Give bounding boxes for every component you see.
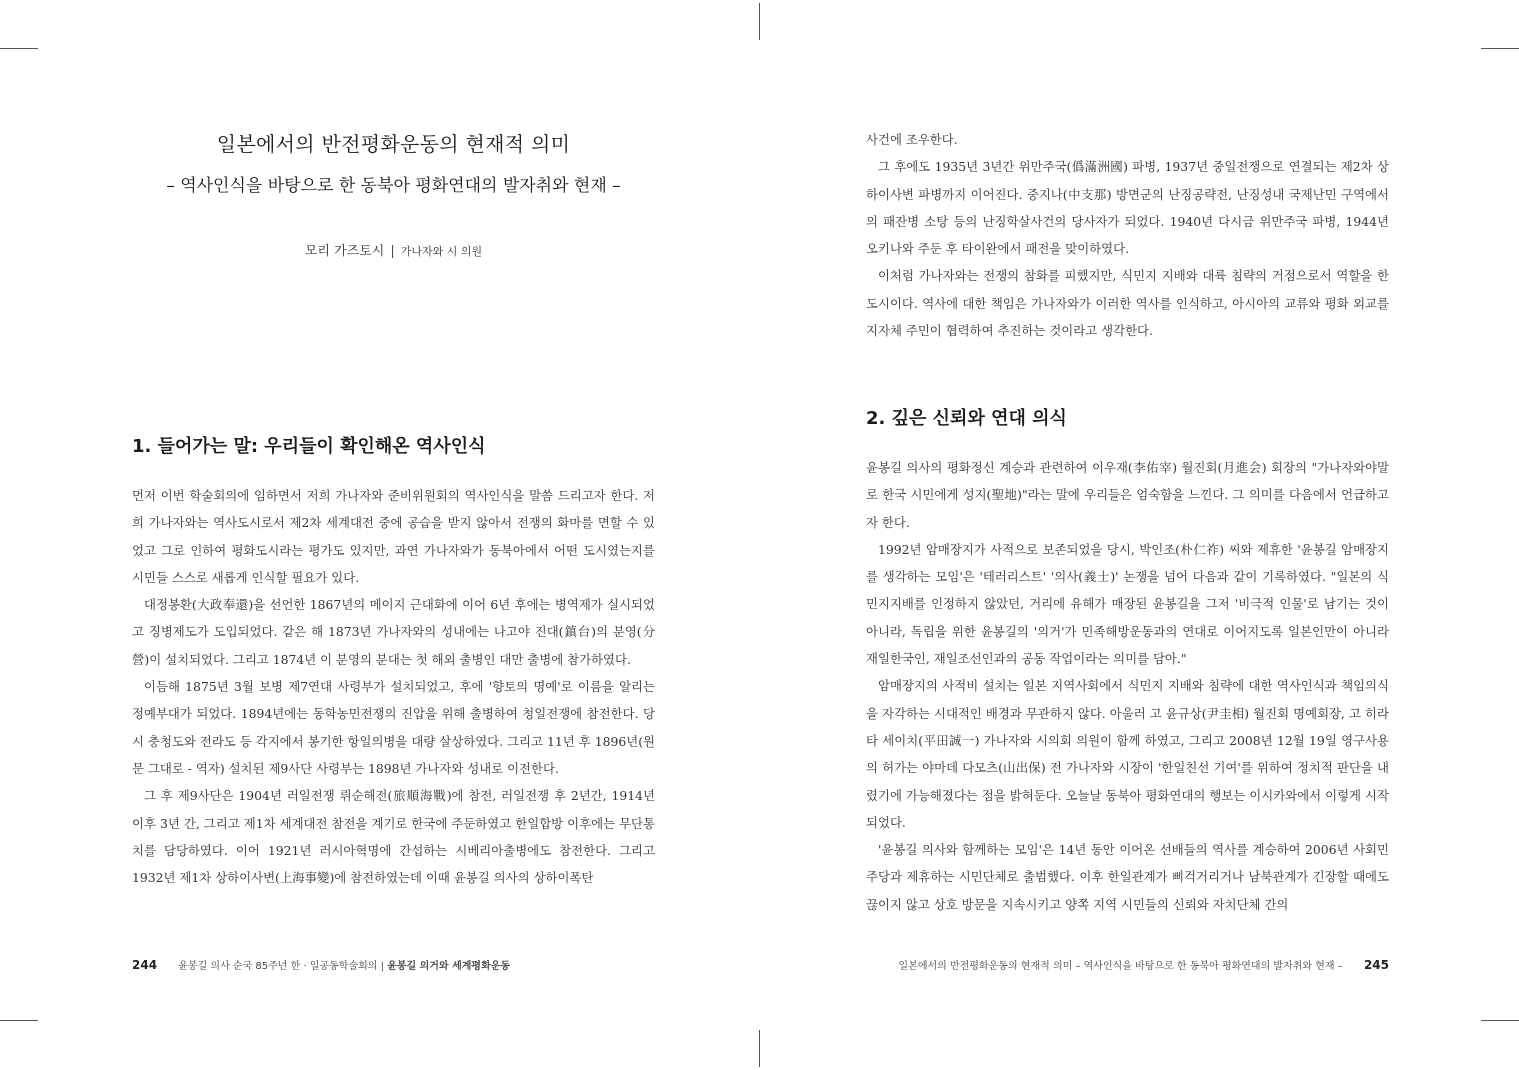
author-separator: |: [390, 244, 395, 259]
paragraph: '윤봉길 의사와 함께하는 모임'은 14년 동안 이어온 선배들의 역사를 계승하여 2006년 사회민주당과 제휴하는 시민단체로 출범했다. 이후 한일관계가 삐걱거리거나 남북관계가 긴장할 때에도 끊이지 않고 상호 방문을 지속시키고 양쪽 지역 시민들의 신뢰와 자치단체 간의: [866, 842, 1389, 912]
body-text-right-top: [866, 126, 1389, 344]
right-page: [760, 0, 1519, 1070]
paragraph: 그 후 제9사단은 1904년 러일전쟁 뤼순해전(旅順海戰)에 참전, 러일전쟁 후 2년간, 1914년 이후 3년 간, 그리고 제1차 세계대전 참전을 계기로 한국에 주둔하였고 한일합방 이후에는 무단통치를 담당하였다. 이어 1921년 러시아혁명에 간섭하는 시베리아출병에도 참전한다. 그리고 1932년 제1차 상하이사변(上海事變)에 참전하였는데 이때 윤봉길 의사의 상하이폭탄: [132, 788, 655, 886]
footer-left: [132, 957, 510, 972]
paragraph: 1992년 암매장지가 사적으로 보존되었을 당시, 박인조(朴仁祚) 씨와 제휴한 '윤봉길 암매장지를 생각하는 모임'은 '테러리스트' '의사(義士)' 논쟁을 넘어 다음과 같이 기록하였다. "일본의 식민지지배를 인정하지 않았던, 거리에 유해가 매장된 윤봉길을 그저 '비극적 인물'로 남기는 것이 아니라, 독립을 위한 윤봉길의 '의거'가 민족해방운동과의 연대로 이어지도록 일본인만이 아니라 재일한국인, 재일조선인과의 공동 작업이라는 의미를 담아.": [866, 541, 1389, 667]
paragraph: 그 후에도 1935년 3년간 위만주국(僞滿洲國) 파병, 1937년 중일전쟁으로 연결되는 제2차 상하이사변 파병까지 이어진다. 중지나(中支那) 방면군의 난징공략전, 난징성내 국제난민 구역에서의 패잔병 소탕 등의 난징학살사건의 당사자가 되었다. 1940년 다시금 위만주국 파병, 1944년 오키나와 주둔 후 타이완에서 패전을 맞이하였다.: [866, 159, 1389, 257]
footer-running-title: 일본에서의 반전평화운동의 현재적 의미 – 역사인식을 바탕으로 한 동북아 평화연대의 발자취와 현재 –: [898, 961, 1343, 972]
article-title: 일본에서의 반전평화운동의 현재적 의미: [216, 132, 571, 156]
author-affiliation: 가나자와 시 의원: [400, 245, 483, 258]
footer-running-title: 윤봉길 의사 순국 85주년 한 · 일공동학술회의 |: [178, 961, 388, 972]
author-line: [132, 240, 655, 259]
paragraph: 대정봉환(大政奉還)을 선언한 1867년의 메이지 근대화에 이어 6년 후에는 병역제가 실시되었고 징병제도가 도입되었다. 같은 해 1873년 가나자와의 성내에는 나고야 진대(鎮台)의 분영(分營)이 설치되었다. 그리고 1874년 이 분영의 분대는 첫 해외 출병인 대만 출병에 참가하였다.: [132, 597, 655, 667]
body-text-right: [866, 454, 1389, 918]
page-number: 244: [132, 958, 158, 972]
paragraph: 윤봉길 의사의 평화정신 계승과 관련하여 이우재(李佑宰) 월진회(月進会) 회장의 "가나자와야말로 한국 시민에게 성지(聖地)"라는 말에 우리들은 엄숙함을 느낀다. 그 의미를 다음에서 언급하고자 한다.: [866, 460, 1389, 530]
title-block: [132, 128, 655, 196]
paragraph: 먼저 이번 학술회의에 임하면서 저희 가나자와 준비위원회의 역사인식을 말씀 드리고자 한다. 저희 가나자와는 역사도시로서 제2차 세계대전 중에 공습을 받지 않아서 전쟁의 화마를 면할 수 있었고 그로 인하여 평화도시라는 평가도 있지만, 과연 가나자와가 동북아에서 어떤 도시였는지를 시민들 스스로 새롭게 인식할 필요가 있다.: [132, 488, 655, 585]
page-number: 245: [1363, 958, 1389, 972]
paragraph: 이처럼 가나자와는 전쟁의 참화를 피했지만, 식민지 지배와 대륙 침략의 거점으로서 역할을 한 도시이다. 역사에 대한 책임은 가나자와가 이러한 역사를 인식하고, 아시아의 교류와 평화 외교를 지자체 주민이 협력하여 추진하는 것이라고 생각한다.: [866, 268, 1389, 339]
article-subtitle: – 역사인식을 바탕으로 한 동북아 평화연대의 발자취와 현재 –: [166, 176, 621, 196]
footer-right: [899, 957, 1389, 972]
section-heading-2: 2. 깊은 신뢰와 연대 의식: [866, 408, 1067, 429]
footer-running-title-bold: 윤봉길 의거와 세계평화운동: [387, 961, 511, 972]
paragraph: 암매장지의 사적비 설치는 일본 지역사회에서 식민지 지배와 침략에 대한 역사인식과 책임의식을 자각하는 시대적인 배경과 무관하지 않다. 아울러 고 윤규상(尹圭相) 월진회 명예회장, 고 히라타 세이치(平田誠一) 가나자와 시의회 의원이 함께 하였고, 그리고 2008년 12월 19일 영구사용의 허가는 야마데 다모츠(山出保) 전 가나자와 시장이 '한일친선 기여'를 위하여 정치적 판단을 내렸기에 가능해졌다는 점을 밝혀둔다. 오늘날 동북아 평화연대의 행보는 이시카와에서 이렇게 시작되었다.: [866, 678, 1389, 830]
body-text-left: [132, 482, 655, 891]
paragraph: 사건에 조우한다.: [866, 132, 958, 147]
paragraph: 이듬해 1875년 3월 보병 제7연대 사령부가 설치되었고, 후에 '향토의 명예'로 이름을 알리는 정예부대가 되었다. 1894년에는 동학농민전쟁의 진압을 위해 출병하여 청일전쟁에 참전한다. 당시 충청도와 전라도 등 각지에서 봉기한 항일의병을 대량 살상하였다. 그리고 11년 후 1896년(원문 그대로 - 역자) 설치된 제9사단 사령부는 1898년 가나자와 성내로 이전한다.: [132, 679, 655, 776]
author-name: 모리 가즈토시: [304, 244, 385, 259]
section-heading-1: 1. 들어가는 말: 우리들이 확인해온 역사인식: [132, 436, 486, 457]
